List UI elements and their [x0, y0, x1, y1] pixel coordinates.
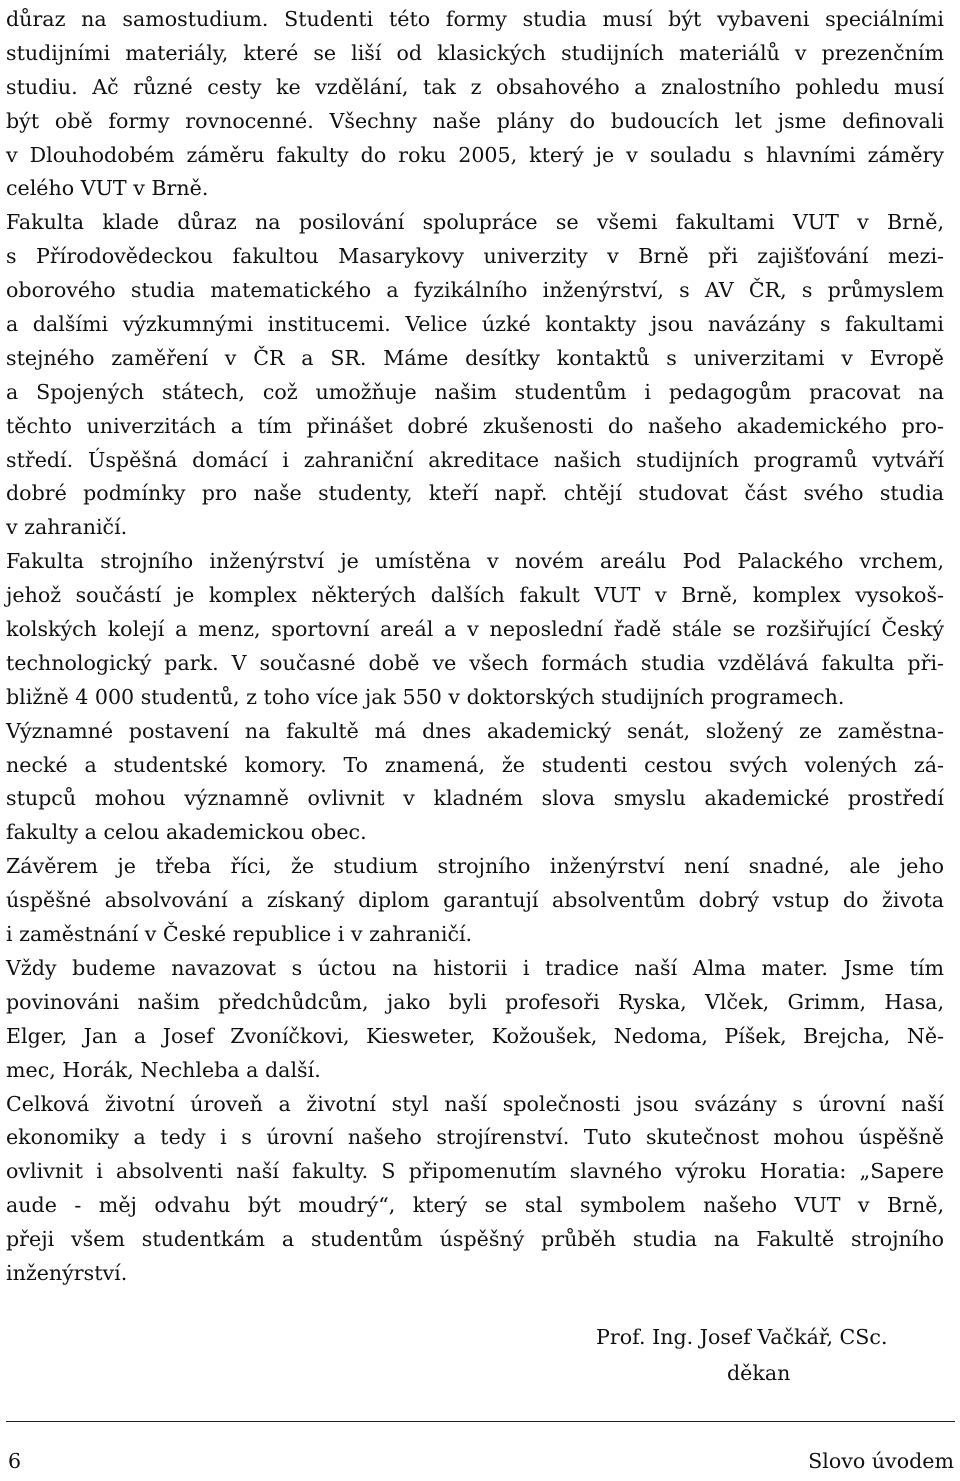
text-line: jehož součástí je komplex některých dalších fakult VUT v Brně, komplex vysokoš- — [6, 583, 944, 608]
text-line: důraz na samostudium. Studenti této formy studia musí být vybaveni speciálními — [6, 7, 944, 31]
text-line: Vždy budeme navazovat s úctou na historii i tradice naší Alma mater. Jsme tím — [6, 955, 944, 980]
text-line: stupců mohou významně ovlivnit v kladném slova smyslu akademické prostředí — [6, 786, 944, 811]
text-line: a dalšími výzkumnými institucemi. Velice úzké kontakty jsou navázány s fakultami — [6, 312, 944, 337]
text-line: těchto univerzitách a tím přinášet dobré zkušenosti do našeho akademického pro- — [6, 413, 944, 438]
signatory-name: Prof. Ing. Josef Vačkář, CSc. — [596, 1325, 888, 1349]
text-line: studiu. Ač různé cesty ke vzdělání, tak z obsahového a znalostního pohledu musí — [6, 74, 944, 99]
footer-section-title: Slovo úvodem — [808, 1449, 954, 1473]
text-line: v zahraničí. — [6, 515, 128, 540]
text-line: technologický park. V současné době ve všech formách studia vzdělává fakulta při- — [6, 650, 944, 675]
signatory-role: děkan — [727, 1361, 791, 1385]
text-line: ovlivnit i absolventi naší fakulty. S připomenutím slavného výroku Horatia: „Sapere — [6, 1159, 944, 1184]
text-line: studijními materiály, které se liší od klasických studijních materiálů v prezenčním — [6, 40, 944, 65]
text-line: Významné postavení na fakultě má dnes akademický senát, složený ze zaměstna- — [6, 718, 944, 743]
text-line: přeji všem studentkám a studentům úspěšný průběh studia na Fakultě strojního — [6, 1227, 944, 1252]
text-line: oborového studia matematického a fyzikálního inženýrství, s AV ČR, s průmyslem — [6, 278, 944, 303]
text-line: Závěrem je třeba říci, že studium strojního inženýrství není snadné, ale jeho — [6, 854, 944, 879]
text-line: i zaměstnání v České republice i v zahraničí. — [6, 922, 473, 947]
text-line: Elger, Jan a Josef Zvoníčkovi, Kiesweter, Kožoušek, Nedoma, Píšek, Brejcha, Ně- — [6, 1023, 944, 1048]
text-line: bližně 4 000 studentů, z toho více jak 550 v doktorských studijních programech. — [6, 684, 845, 709]
text-line: aude - měj odvahu být moudrý“, který se stal symbolem našeho VUT v Brně, — [6, 1193, 944, 1218]
text-line: být obě formy rovnocenné. Všechny naše plány do budoucích let jsme definovali — [6, 108, 944, 133]
text-line: a Spojených státech, což umožňuje našim studentům i pedagogům pracovat na — [6, 379, 944, 404]
text-line: Celková životní úroveň a životní styl naší společnosti jsou svázány s úrovní naší — [6, 1091, 944, 1116]
page-number: 6 — [8, 1449, 22, 1473]
text-line: celého VUT v Brně. — [6, 176, 209, 201]
text-line: inženýrství. — [6, 1260, 128, 1285]
body-text — [6, 3, 944, 1291]
text-line: středí. Úspěšná domácí i zahraniční akreditace našich studijních programů vytváří — [6, 447, 944, 472]
text-line: s Přírodovědeckou fakultou Masarykovy univerzity v Brně při zajišťování mezi- — [6, 244, 944, 269]
text-line: v Dlouhodobém záměru fakulty do roku 2005, který je v souladu s hlavními záměry — [6, 142, 944, 167]
footer-divider — [6, 1421, 955, 1422]
text-line: Fakulta strojního inženýrství je umístěna v novém areálu Pod Palackého vrchem, — [6, 549, 944, 574]
text-line: stejného zaměření v ČR a SR. Máme desítky kontaktů s univerzitami v Evropě — [6, 345, 944, 370]
text-line: ekonomiky a tedy i s úrovní našeho strojírenství. Tuto skutečnost mohou úspěšně — [6, 1125, 944, 1150]
text-line: kolských kolejí a menz, sportovní areál a v neposlední řadě stále se rozšiřující Český — [6, 617, 944, 642]
text-line: úspěšné absolvování a získaný diplom garantují absolventům dobrý vstup do života — [6, 888, 944, 913]
text-line: fakulty a celou akademickou obec. — [6, 820, 367, 845]
text-line: povinováni našim předchůdcům, jako byli profesoři Ryska, Vlček, Grimm, Hasa, — [6, 989, 944, 1014]
text-line: dobré podmínky pro naše studenty, kteří např. chtějí studovat část svého studia — [6, 481, 944, 506]
text-line: Fakulta klade důraz na posilování spolupráce se všemi fakultami VUT v Brně, — [6, 210, 944, 235]
text-line: necké a studentské komory. To znamená, že studenti cestou svých volených zá- — [6, 752, 944, 777]
text-line: mec, Horák, Nechleba a další. — [6, 1057, 321, 1082]
